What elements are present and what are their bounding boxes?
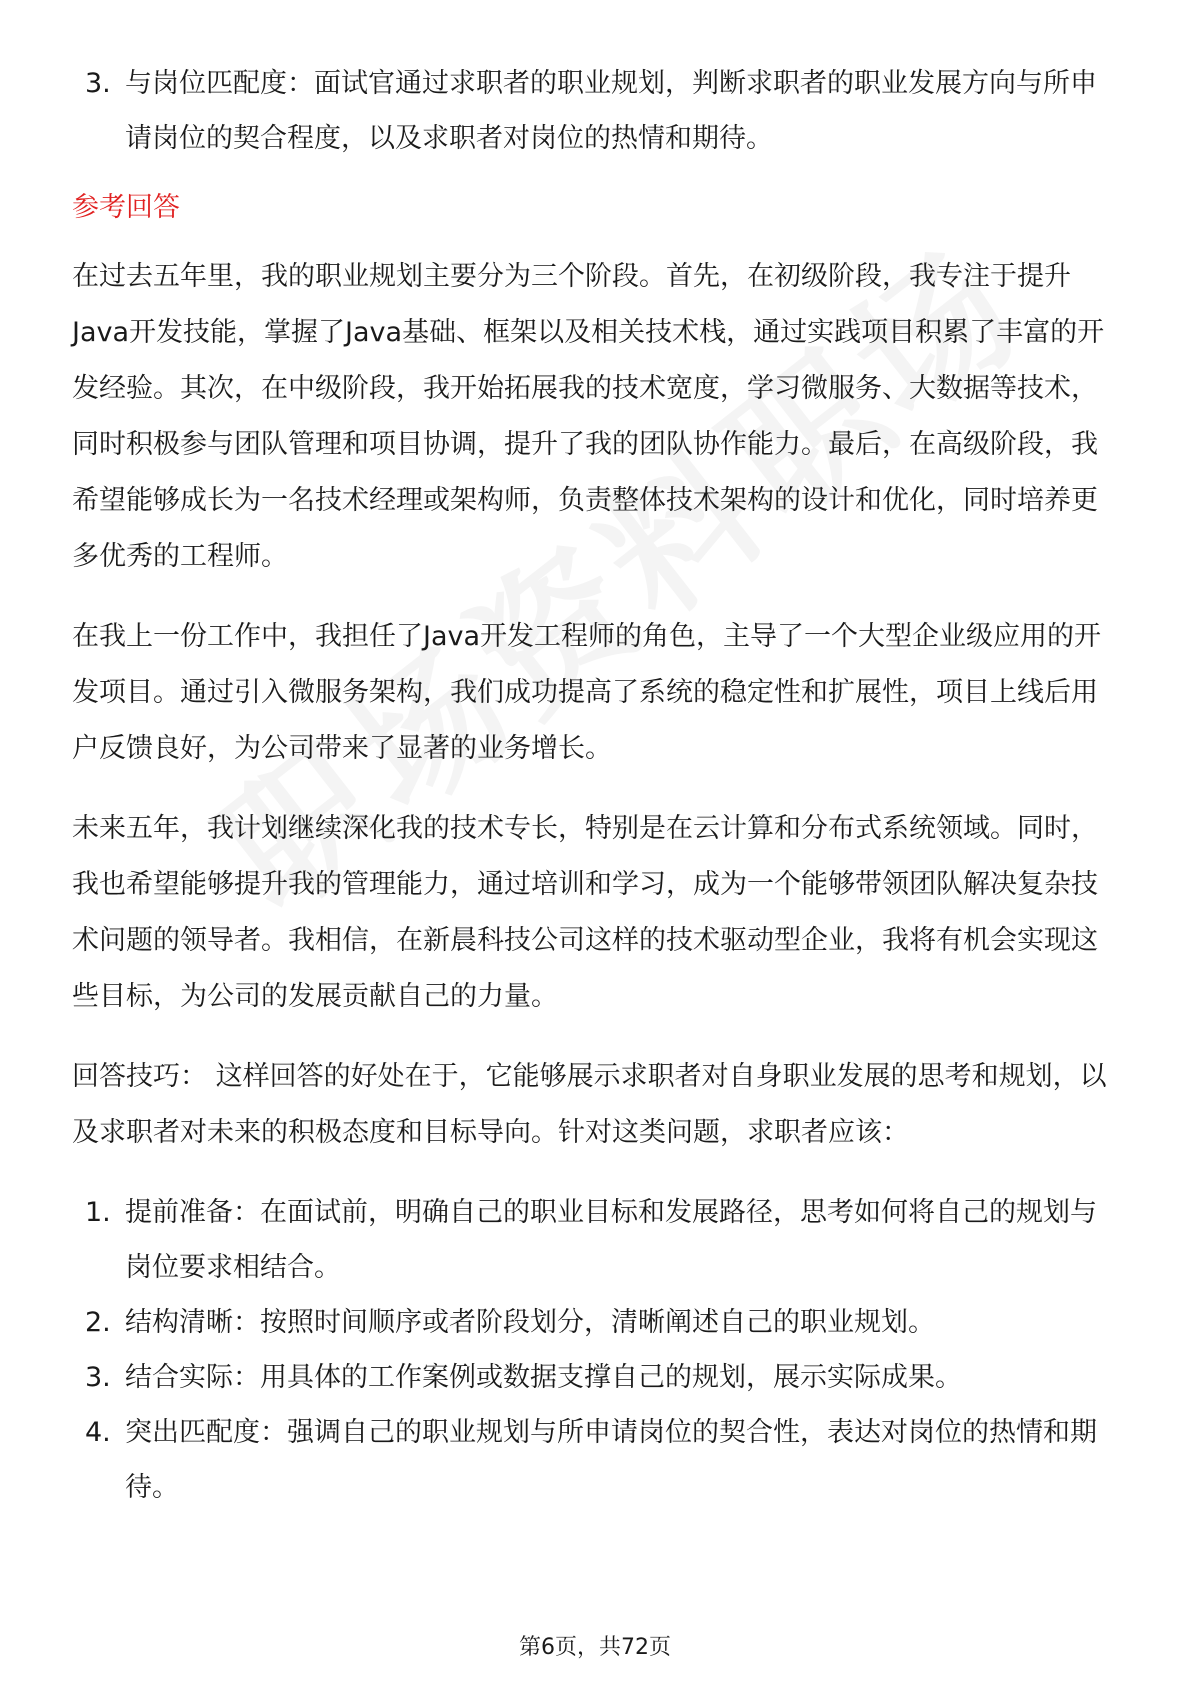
answer-paragraph-3: 未来五年，我计划继续深化我的技术专长，特别是在云计算和分布式系统领域。同时，我也希望能够提升我的管理能力，通过培训和学习，成为一个能够带领团队解决复杂技术问题的领导者。我相信，在新晨科技公司这样的技术驱动型企业，我将有机会实现这些目标，为公司的发展贡献自己的力量。 — [72, 813, 1098, 1012]
list-item-number: 3. — [85, 1362, 111, 1393]
list-item-text: 突出匹配度：强调自己的职业规划与所申请岗位的契合性，表达对岗位的热情和期待。 — [125, 1417, 1097, 1503]
list-item — [72, 1405, 1122, 1515]
tips-list — [72, 1185, 1122, 1515]
list-item-number: 1. — [85, 1197, 111, 1228]
list-item — [72, 56, 1122, 166]
list-item-text: 结构清晰：按照时间顺序或者阶段划分，清晰阐述自己的职业规划。 — [125, 1307, 935, 1338]
answer-paragraph-1: 在过去五年里，我的职业规划主要分为三个阶段。首先，在初级阶段，我专注于提升Java开发技能，掌握了Java基础、框架以及相关技术栈，通过实践项目积累了丰富的开发经验。其次，在中级阶段，我开始拓展我的技术宽度，学习微服务、大数据等技术，同时积极参与团队管理和项目协调，提升了我的团队协作能力。最后，在高级阶段，我希望能够成长为一名技术经理或架构师，负责整体技术架构的设计和优化，同时培养更多优秀的工程师。 — [72, 261, 1105, 572]
page-content — [72, 56, 1122, 1515]
list-item — [72, 1350, 1122, 1405]
list-item-text: 与岗位匹配度：面试官通过求职者的职业规划，判断求职者的职业发展方向与所申请岗位的契合程度，以及求职者对岗位的热情和期待。 — [125, 68, 1097, 154]
list-item-number: 2. — [85, 1307, 111, 1338]
list-item-text: 提前准备：在面试前，明确自己的职业目标和发展路径，思考如何将自己的规划与岗位要求相结合。 — [125, 1197, 1097, 1283]
section-title: 参考回答 — [72, 192, 180, 223]
list-item — [72, 1185, 1122, 1295]
list-item — [72, 1295, 1122, 1350]
list-item-text: 结合实际：用具体的工作案例或数据支撑自己的规划，展示实际成果。 — [125, 1362, 962, 1393]
list-item-number: 3. — [85, 68, 111, 99]
list-item-number: 4. — [85, 1417, 111, 1448]
tips-intro-paragraph: 回答技巧： 这样回答的好处在于，它能够展示求职者对自身职业发展的思考和规划，以及求职者对未来的积极态度和目标导向。针对这类问题，求职者应该： — [72, 1061, 1107, 1148]
answer-paragraph-2: 在我上一份工作中，我担任了Java开发工程师的角色，主导了一个大型企业级应用的开发项目。通过引入微服务架构，我们成功提高了系统的稳定性和扩展性，项目上线后用户反馈良好，为公司带来了显著的业务增长。 — [72, 621, 1102, 764]
page-footer: 第6页，共72页 — [519, 1635, 671, 1660]
